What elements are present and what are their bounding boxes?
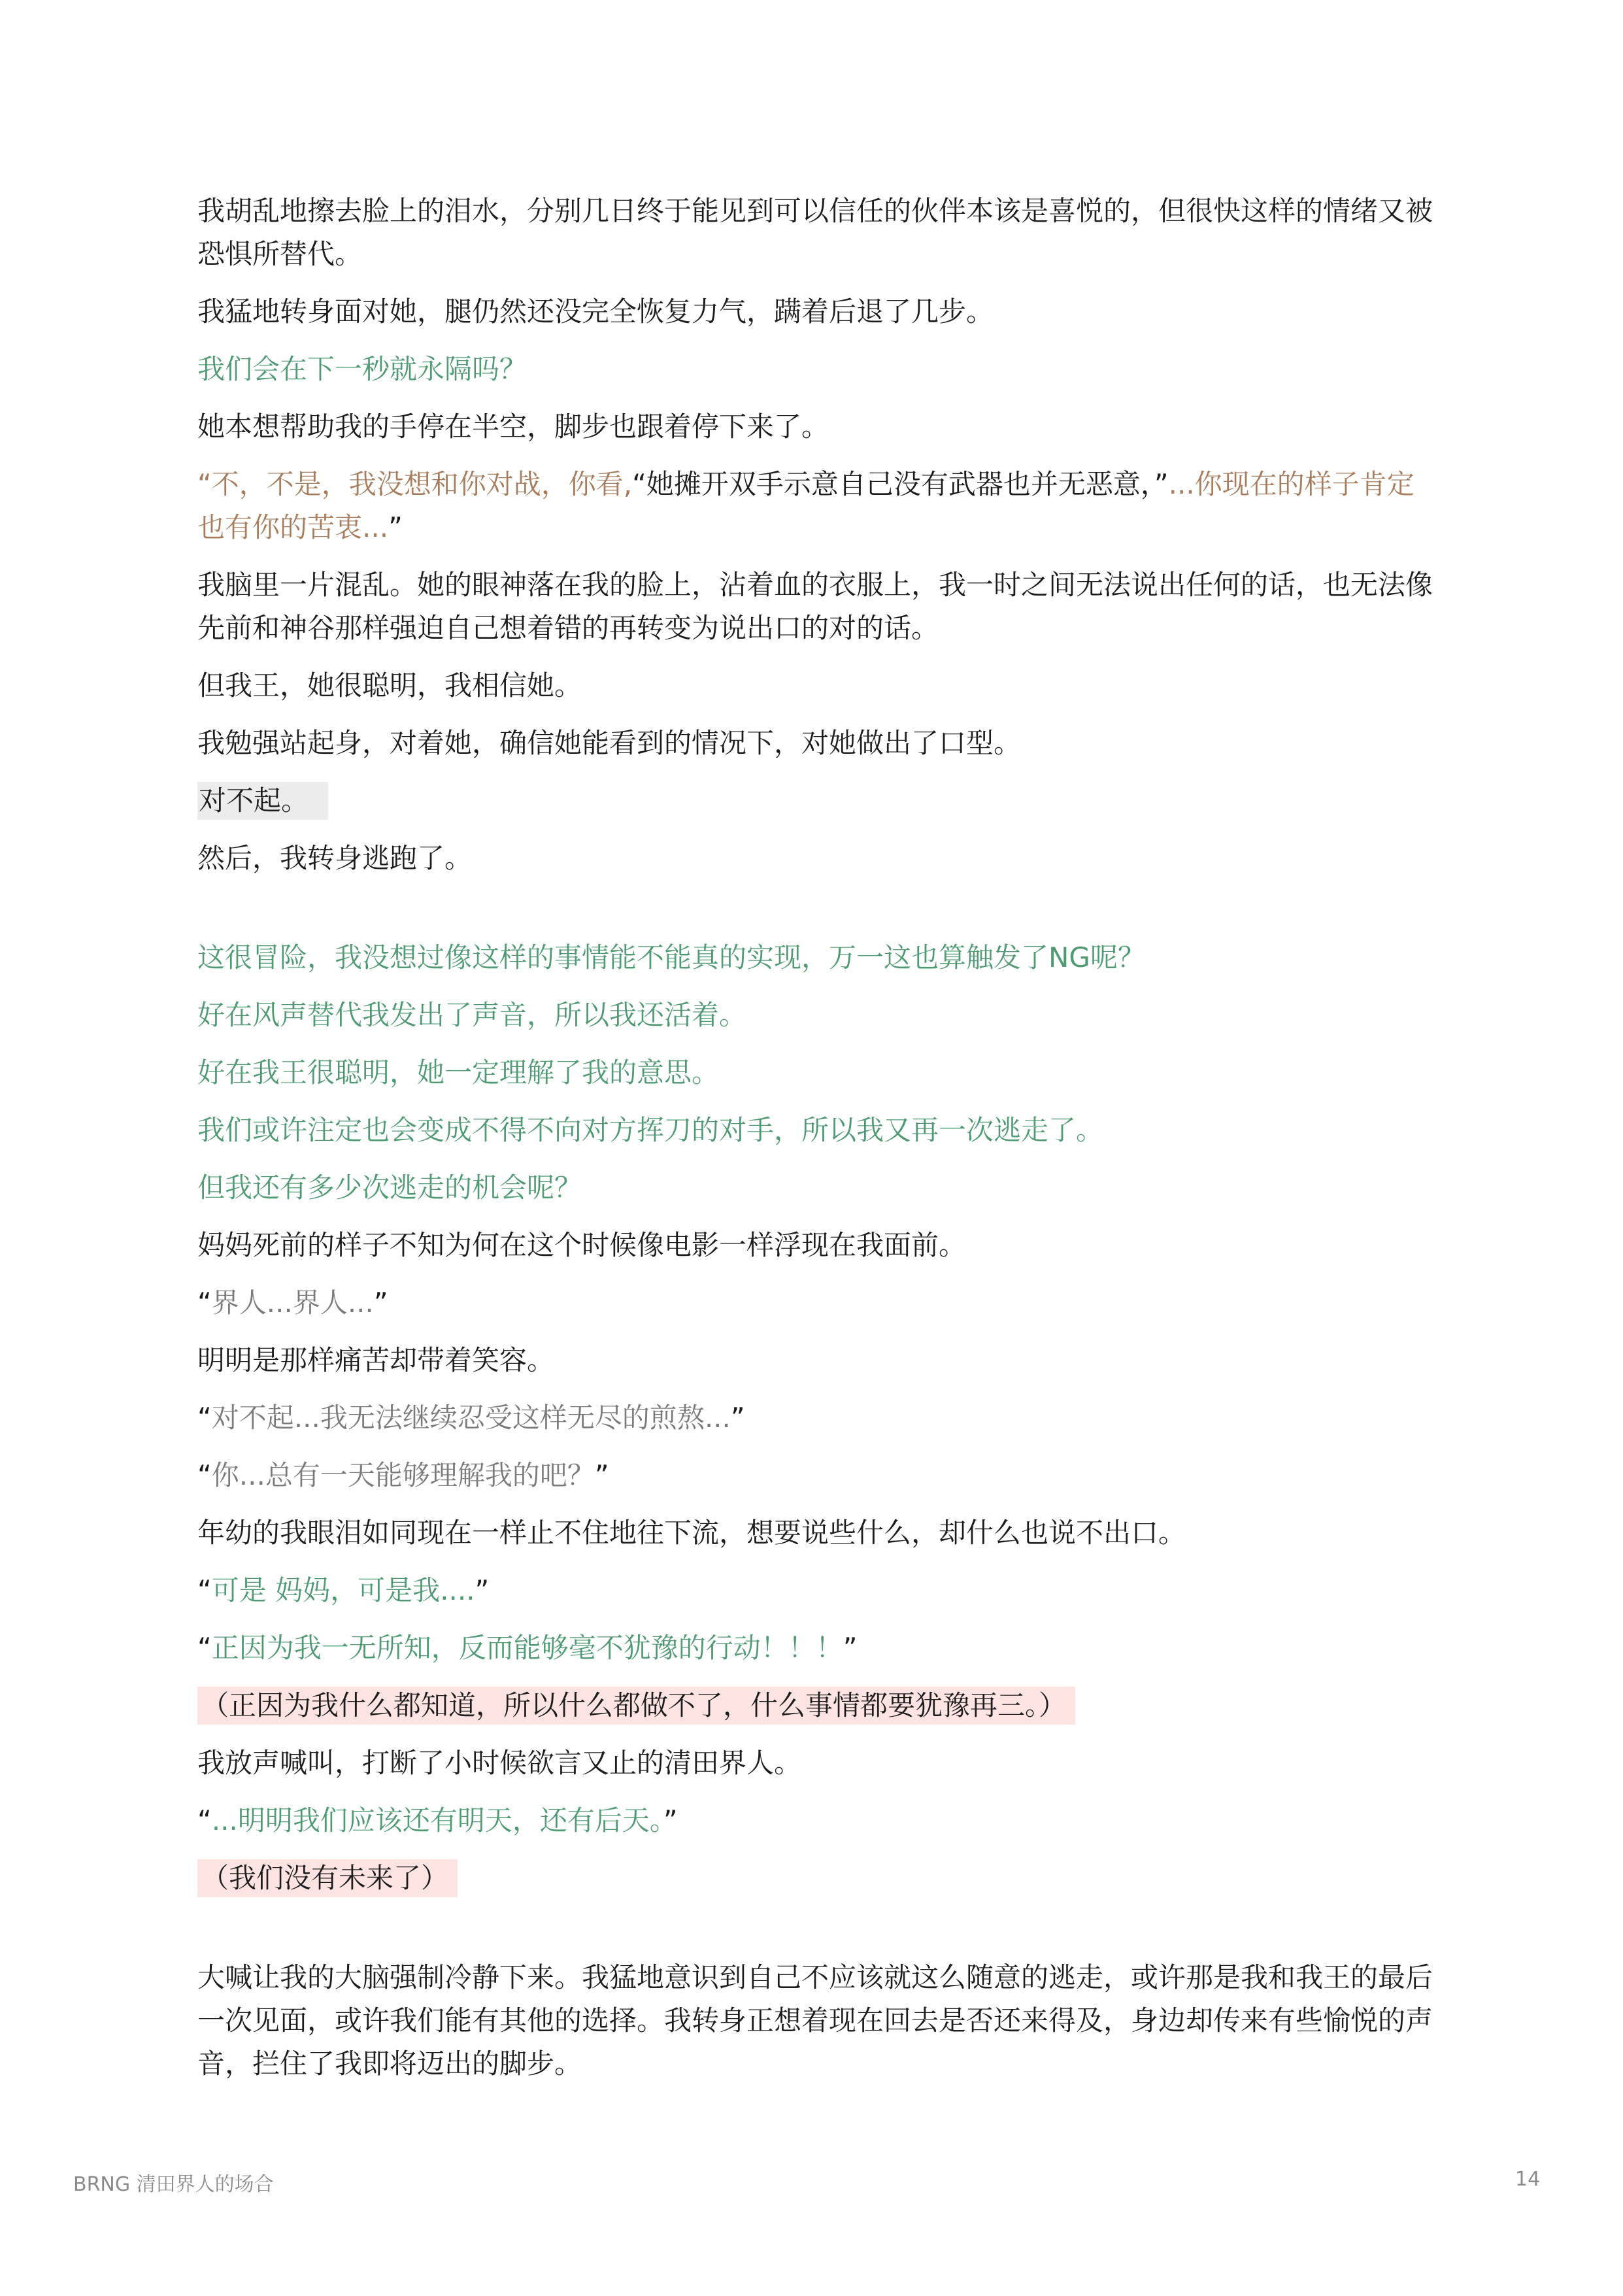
inner-thought-5: 我们或许注定也会变成不得不向对方挥刀的对手，所以我又再一次逃走了。 — [197, 1114, 1104, 1146]
section-spacer — [197, 1914, 1433, 1956]
child-quote — [197, 1569, 1433, 1612]
memory-quote-1 — [197, 1281, 1433, 1325]
quote-close: ” — [594, 1459, 609, 1491]
quote-text: 对不起...我无法继续忍受这样无尽的煎熬... — [211, 1402, 731, 1434]
dialogue-quote-2: ...你现在的样子肯定也有你的苦衷... — [197, 468, 1414, 543]
quote-text: 界人...界人... — [211, 1287, 374, 1319]
page-number: 14 — [1515, 2168, 1541, 2191]
quote-close: ” — [843, 1632, 858, 1664]
quote-close: ” — [475, 1574, 490, 1606]
highlighted-aside-1: （正因为我什么都知道，所以什么都做不了，什么事情都要犹豫再三。） — [197, 1687, 1075, 1725]
highlighted-apology: 对不起。 — [197, 782, 328, 820]
quote-text: ...明明我们应该还有明天，还有后天。 — [211, 1804, 663, 1836]
inner-thought-4: 好在我王很聪明，她一定理解了我的意思。 — [197, 1056, 720, 1089]
inner-thought-1: 我们会在下一秒就永隔吗？ — [197, 353, 527, 385]
paragraph-16: 妈妈死前的样子不知为何在这个时候像电影一样浮现在我面前。 — [197, 1229, 967, 1261]
paragraph-24 — [197, 1684, 1433, 1727]
paragraph-4: 她本想帮助我的手停在半空，脚步也跟着停下来了。 — [197, 411, 829, 443]
inner-thought-6: 但我还有多少次逃走的机会呢？ — [197, 1172, 582, 1204]
quote-close: ” — [663, 1804, 678, 1836]
quote-open: “ — [197, 1804, 212, 1836]
paragraph-18: 明明是那样痛苦却带着笑容。 — [197, 1344, 555, 1376]
paragraph-9 — [197, 779, 1433, 822]
quote-text: 正因为我一无所知，反而能够毫不犹豫的行动！！！ — [211, 1632, 843, 1664]
footer-title: BRNG 清田界人的场合 — [73, 2173, 274, 2196]
dialogue-quote-1: “不，不是，我没想和你对战，你看, — [197, 468, 633, 500]
inner-thought-2: 这很冒险，我没想过像这样的事情能不能真的实现，万一这也算触发了NG呢？ — [197, 941, 1145, 973]
quote-close: ” — [373, 1287, 388, 1319]
shout-quote — [197, 1627, 1433, 1670]
paragraph-2: 我猛地转身面对她，腿仍然还没完全恢复力气，蹒着后退了几步。 — [197, 295, 994, 328]
paragraph-25: 我放声喊叫，打断了小时候欲言又止的清田界人。 — [197, 1747, 802, 1779]
dialogue-close-quote: ” — [388, 511, 403, 543]
paragraph-7: 但我王，她很聪明，我相信她。 — [197, 669, 582, 701]
quote-close: ” — [730, 1402, 745, 1434]
hope-quote — [197, 1799, 1433, 1842]
memory-quote-3 — [197, 1454, 1433, 1497]
quote-text: 你...总有一天能够理解我的吧？ — [211, 1459, 595, 1491]
dialogue-narration: “她摊开双手示意自己没有武器也并无恶意，” — [632, 468, 1169, 500]
paragraph-21: 年幼的我眼泪如同现在一样止不住地往下流，想要说些什么，却什么也说不出口。 — [197, 1517, 1186, 1549]
quote-text: 可是 妈妈，可是我.... — [211, 1574, 475, 1606]
paragraph-27 — [197, 1857, 1433, 1900]
quote-open: “ — [197, 1287, 212, 1319]
paragraph-8: 我勉强站起身，对着她，确信她能看到的情况下，对她做出了口型。 — [197, 727, 1022, 759]
quote-open: “ — [197, 1402, 212, 1434]
paragraph-28: 大喊让我的大脑强制冷静下来。我猛地意识到自己不应该就这么随意的逃走，或许那是我和我王的最后一次见面，或许我们能有其他的选择。我转身正想着现在回去是否还来得及，身边却传来有些愉悦的声音，拦住了我即将迈出的脚步。 — [197, 1961, 1433, 2080]
section-spacer — [197, 894, 1433, 936]
paragraph-6: 我脑里一片混乱。她的眼神落在我的脸上，沾着血的衣服上，我一时之间无法说出任何的话，也无法像先前和神谷那样强迫自己想着错的再转变为说出口的对的话。 — [197, 569, 1433, 644]
highlighted-aside-2: （我们没有未来了） — [197, 1859, 458, 1897]
paragraph-10: 然后，我转身逃跑了。 — [197, 842, 473, 874]
quote-open: “ — [197, 1632, 212, 1664]
dialogue-1 — [197, 463, 1433, 549]
quote-open: “ — [197, 1459, 212, 1491]
memory-quote-2 — [197, 1396, 1433, 1440]
inner-thought-3: 好在风声替代我发出了声音，所以我还活着。 — [197, 999, 747, 1031]
paragraph-1: 我胡乱地擦去脸上的泪水，分别几日终于能见到可以信任的伙伴本该是喜悦的，但很快这样的情绪又被恐惧所替代。 — [197, 195, 1433, 270]
body-text — [197, 190, 1433, 2100]
quote-open: “ — [197, 1574, 212, 1606]
